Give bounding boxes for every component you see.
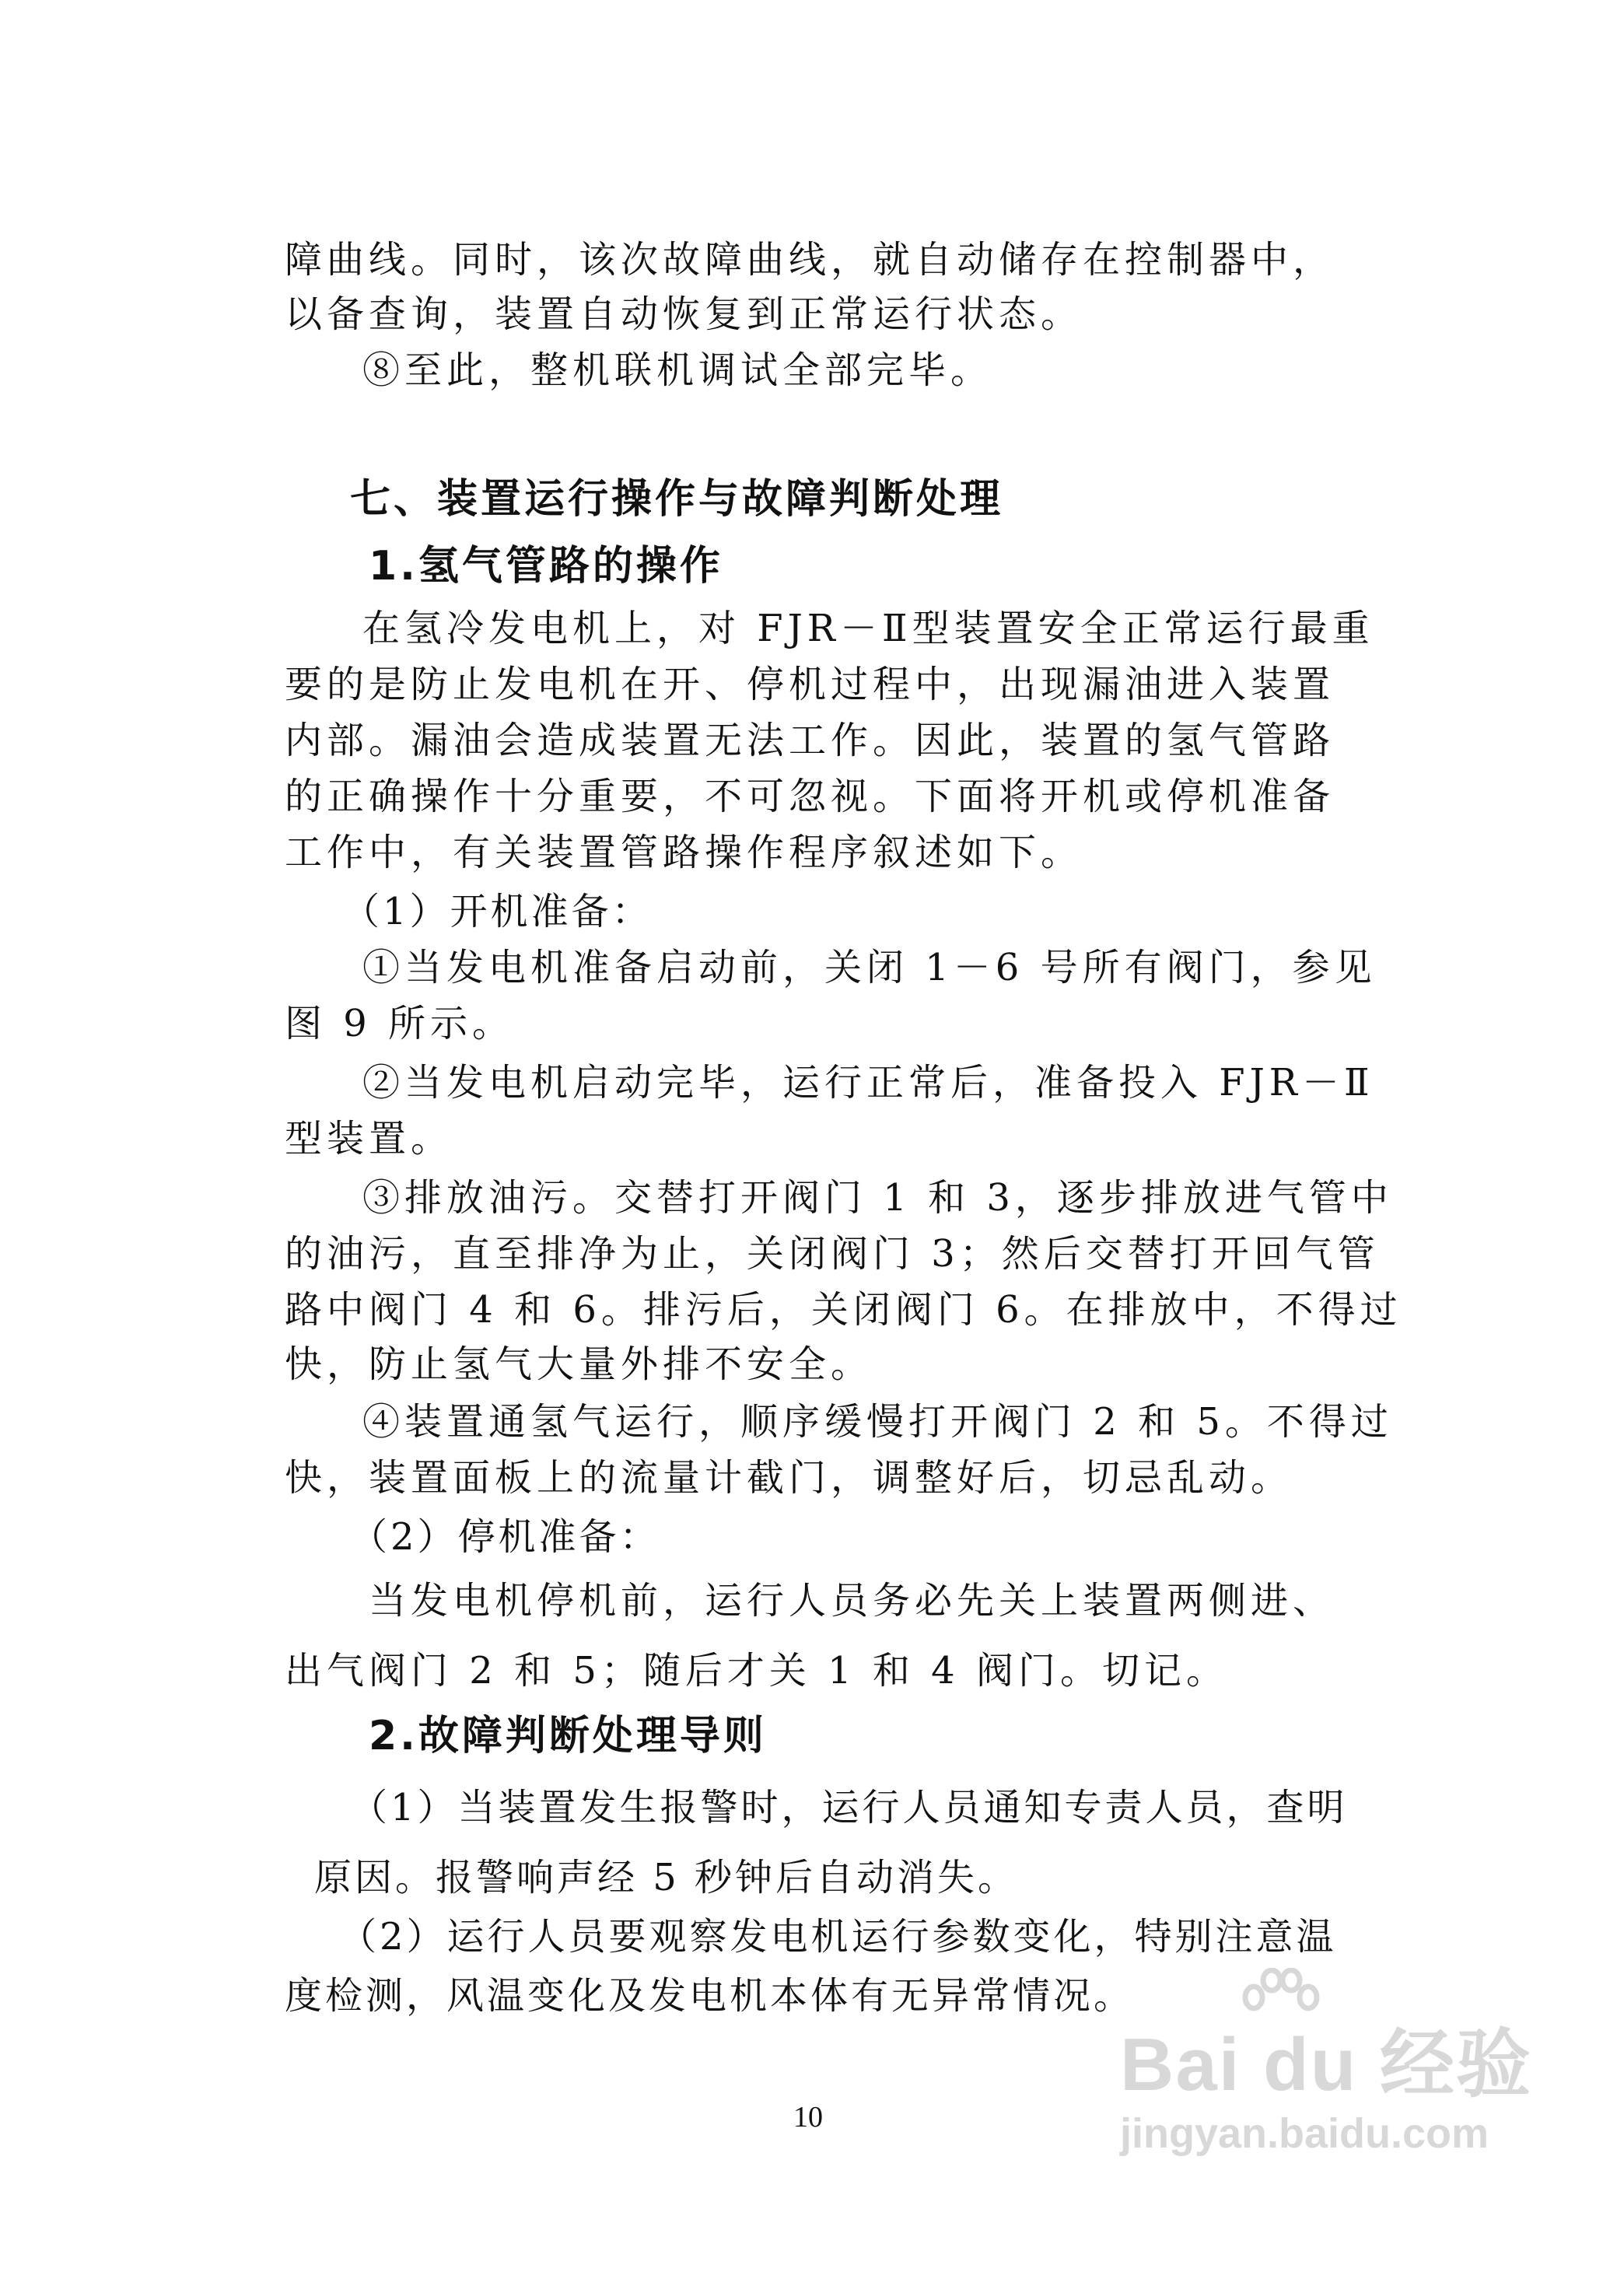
paragraph-line: 型装置。 — [285, 1117, 453, 1161]
paragraph-line: 当发电机停机前，运行人员务必先关上装置两侧进、 — [369, 1579, 1335, 1623]
paragraph-line: 内部。漏油会造成装置无法工作。因此，装置的氢气管路 — [285, 719, 1335, 762]
paragraph-line: （1）当装置发生报警时，运行人员通知专责人员，查明 — [350, 1786, 1348, 1829]
list-heading: （2）停机准备： — [350, 1515, 660, 1559]
paragraph-line: 的正确操作十分重要，不可忽视。下面将开机或停机准备 — [285, 775, 1335, 818]
paragraph-line: 以备查询，装置自动恢复到正常运行状态。 — [285, 292, 1083, 336]
paragraph-line: 在氢冷发电机上，对 FJR－Ⅱ型装置安全正常运行最重 — [362, 607, 1374, 650]
page-number: 10 — [793, 2101, 823, 2134]
paragraph-line: 原因。报警响声经 5 秒钟后自动消失。 — [314, 1856, 1019, 1899]
paragraph-line: 出气阀门 2 和 5；随后才关 1 和 4 阀门。切记。 — [285, 1649, 1228, 1693]
section-heading: 七、装置运行操作与故障判断处理 — [350, 476, 1004, 523]
subsection-heading: 1.氢气管路的操作 — [369, 543, 723, 590]
watermark-brand: Bai du 经验 — [1120, 2023, 1533, 2106]
paragraph-line: ⑧至此，整机联机调试全部完毕。 — [362, 348, 993, 392]
paragraph-line: 要的是防止发电机在开、停机过程中，出现漏油进入装置 — [285, 663, 1335, 706]
watermark-url: jingyan.baidu.com — [1120, 2110, 1489, 2157]
paragraph-line: 工作中，有关装置管路操作程序叙述如下。 — [285, 831, 1083, 874]
paragraph-line: ④装置通氢气运行，顺序缓慢打开阀门 2 和 5。不得过 — [362, 1400, 1393, 1444]
paragraph-line: ②当发电机启动完毕，运行正常后，准备投入 FJR－Ⅱ — [362, 1061, 1374, 1104]
paragraph-line: 度检测，风温变化及发电机本体有无异常情况。 — [285, 1974, 1135, 2018]
paragraph-line: 障曲线。同时，该次故障曲线，就自动储存在控制器中， — [285, 238, 1335, 282]
paragraph-line: （2）运行人员要观察发电机运行参数变化，特别注意温 — [339, 1915, 1337, 1959]
paragraph-line: 图 9 所示。 — [285, 1002, 515, 1045]
paragraph-line: 快，防止氢气大量外排不安全。 — [285, 1343, 873, 1386]
paw-logo-icon — [1237, 1968, 1322, 2046]
paragraph-line: ①当发电机准备启动前，关闭 1－6 号所有阀门，参见 — [362, 946, 1377, 989]
paragraph-line: 快，装置面板上的流量计截门，调整好后，切忌乱动。 — [285, 1456, 1293, 1500]
baidu-jingyan-watermark — [1120, 2022, 1532, 2159]
subsection-heading: 2.故障判断处理导则 — [369, 1713, 767, 1759]
paragraph-line: ③排放油污。交替打开阀门 1 和 3，逐步排放进气管中 — [362, 1176, 1393, 1220]
paragraph-line: 路中阀门 4 和 6。排污后，关闭阀门 6。在排放中，不得过 — [285, 1288, 1402, 1332]
list-heading: （1）开机准备： — [342, 890, 653, 933]
paragraph-line: 的油污，直至排净为止，关闭阀门 3；然后交替打开回气管 — [285, 1232, 1380, 1276]
